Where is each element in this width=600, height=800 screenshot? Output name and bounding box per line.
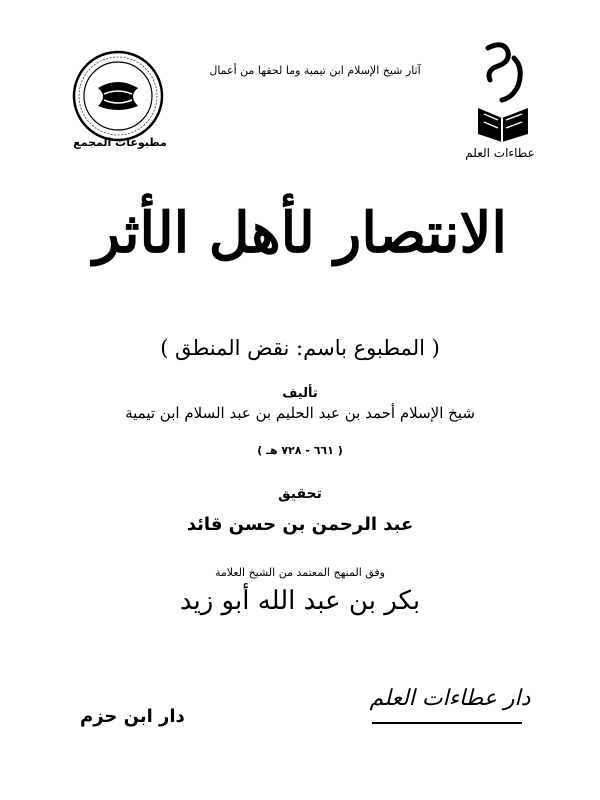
author-name: شيخ الإسلام أحمد بن عبد الحليم بن عبد السلام ابن تيمية [125, 404, 475, 422]
publisher-underline [372, 722, 522, 724]
series-title: آثار شيخ الإسلام ابن تيمية وما لحقها من أعمال [209, 64, 421, 77]
publisher-logo-icon [458, 38, 548, 148]
seal-caption: مطبوعات المجمع [73, 136, 167, 149]
academy-seal [70, 48, 166, 144]
publisher-right: دار عطاءات العلم [369, 686, 531, 711]
method-label: وفق المنهج المعتمد من الشيخ العلامة [215, 566, 385, 579]
publisher-left: دار ابن حزم [80, 706, 185, 727]
editor-label: تحقيق [278, 486, 322, 502]
author-dates: ( ٦٦١ - ٧٢٨ هـ ) [257, 444, 343, 457]
scholar-name: بكر بن عبد الله أبو زيد [179, 586, 421, 616]
logo-caption: عطاءات العلم [465, 146, 535, 160]
book-title: الانتصار لأهل الأثر [93, 200, 507, 266]
book-subtitle: ( المطبوع باسم: نقض المنطق ) [160, 336, 440, 360]
author-label: تأليف [282, 386, 318, 401]
editor-name: عبد الرحمن بن حسن قائد [186, 514, 414, 535]
